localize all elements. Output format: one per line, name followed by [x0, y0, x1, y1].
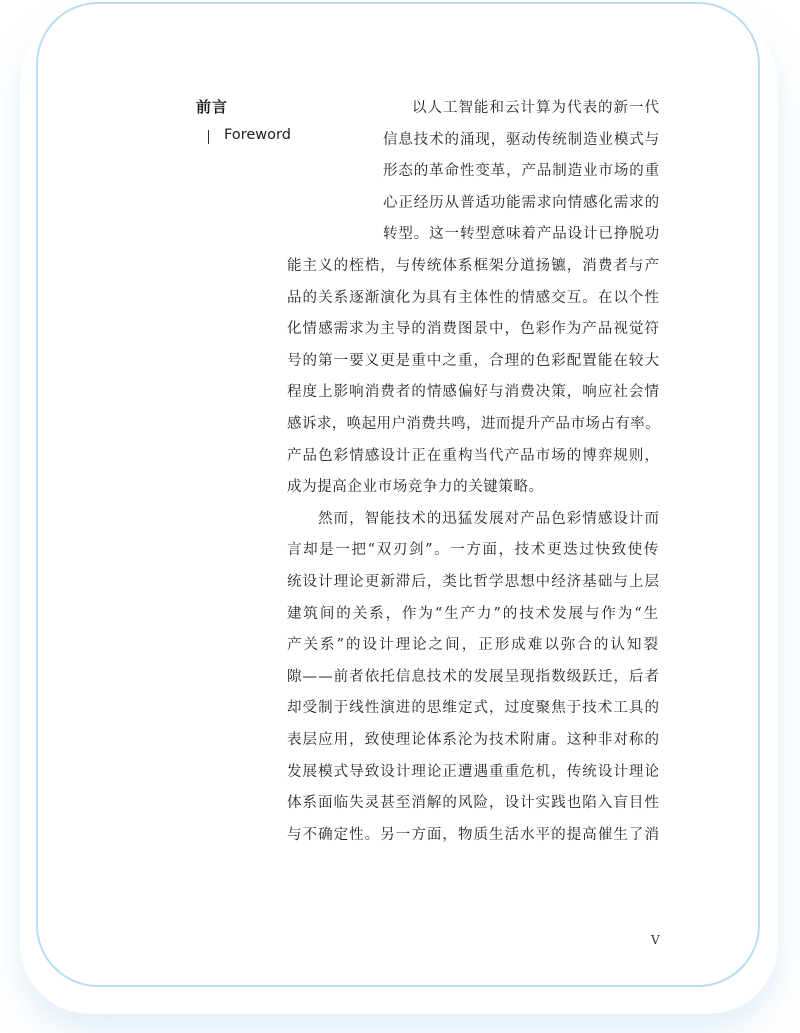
body-line: 程度上影响消费者的情感偏好与消费决策，响应社会情	[287, 384, 660, 401]
body-line: 统设计理论更新滞后，类比哲学思想中经济基础与上层	[287, 574, 660, 590]
body-line: 发展模式导致设计理论正遭遇重重危机，传统设计理论	[287, 763, 660, 780]
body-line: 以人工智能和云计算为代表的新一代	[412, 100, 660, 116]
body-line: 产关系”的设计理论之间，正形成难以弥合的认知裂	[287, 637, 660, 654]
body-line: 能主义的桎梏，与传统体系框架分道扬镳，消费者与产	[287, 258, 660, 274]
section-subtitle: Foreword	[224, 127, 291, 143]
subtitle-divider	[208, 130, 209, 144]
body-line: 与不确定性。另一方面，物质生活水平的提高催生了消	[287, 826, 660, 843]
body-line: 品的关系逐渐演化为具有主体性的情感交互。在以个性	[287, 289, 660, 306]
body-line: 体系面临失灵甚至消解的风险，设计实践也陷入盲目性	[287, 795, 660, 812]
body-line: 却受制于线性演进的思维定式，过度聚焦于技术工具的	[287, 700, 660, 717]
body-line: 心正经历从普适功能需求向情感化需求的	[383, 194, 660, 211]
section-title: 前言	[196, 98, 229, 116]
body-line: 隙——前者依托信息技术的发展呈现指数级跃迁，后者	[287, 668, 660, 685]
body-line: 产品色彩情感设计正在重构当代产品市场的博弈规则，	[287, 447, 660, 464]
body-line: 号的第一要义更是重中之重，合理的色彩配置能在较大	[287, 352, 660, 369]
body-line: 形态的革命性变革，产品制造业市场的重	[383, 163, 660, 180]
body-line: 然而，智能技术的迅猛发展对产品色彩情感设计而	[318, 510, 660, 527]
body-line: 言却是一把“双刃剑”。一方面，技术更迭过快致使传	[287, 542, 660, 559]
body-line: 信息技术的涌现，驱动传统制造业模式与	[383, 131, 660, 148]
body-line: 转型。这一转型意味着产品设计已挣脱功	[383, 226, 660, 243]
body-line: 感诉求，唤起用户消费共鸣，进而提升产品市场占有率。	[287, 416, 660, 432]
body-line: 成为提高企业市场竞争力的关键策略。	[287, 479, 544, 496]
body-line: 化情感需求为主导的消费图景中，色彩作为产品视觉符	[287, 321, 660, 338]
body-line: 表层应用，致使理论体系沦为技术附庸。这种非对称的	[287, 732, 660, 748]
page-number: V	[651, 933, 660, 947]
body-line: 建筑间的关系，作为“生产力”的技术发展与作为“生	[287, 605, 660, 622]
